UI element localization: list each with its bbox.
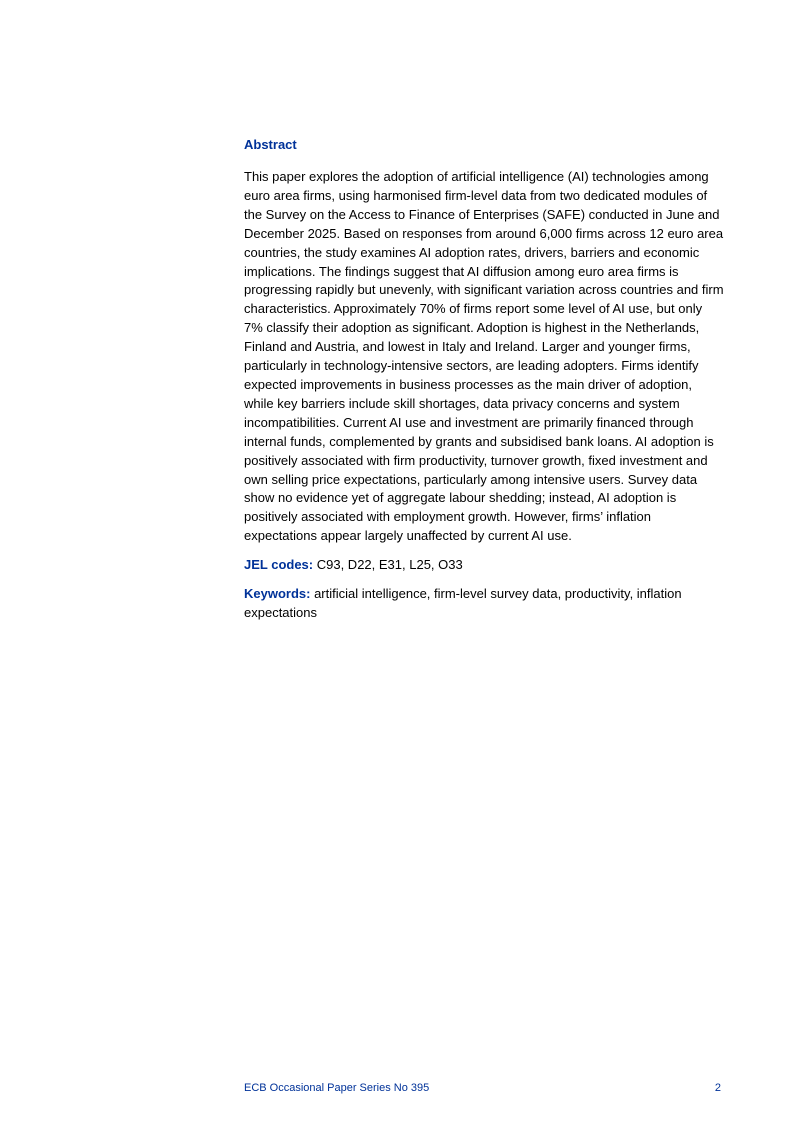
footer-series-title: ECB Occasional Paper Series No 395: [244, 1082, 430, 1094]
abstract-heading: Abstract: [244, 137, 297, 152]
footer-page-number: 2: [714, 1082, 721, 1094]
jel-codes: [244, 556, 724, 575]
jel-codes-value: C93, D22, E31, L25, O33: [313, 557, 463, 573]
keywords: [244, 585, 724, 623]
keywords-value: artificial intelligence, firm-level survey data, productivity, inflation expectations: [244, 586, 682, 620]
keywords-label: Keywords:: [244, 586, 311, 602]
abstract-body: This paper explores the adoption of artificial intelligence (AI) technologies among euro area firms, using harmonised firm-level data from two dedicated modules of the Survey on the Access to Finance of Enterprises (SAFE) conducted in June and December 2025. Based on responses from around 6,000 firms across 12 euro area countries, the study examines AI adoption rates, drivers, barriers and economic implications. The findings suggest that AI diffusion among euro area firms is progressing rapidly but unevenly, with significant variation across countries and firm characteristics. Approximately 70% of firms report some level of AI use, but only 7% classify their adoption as significant. Adoption is highest in the Netherlands, Finland and Austria, and lowest in Italy and Ireland. Larger and younger firms, particularly in technology-intensive sectors, are leading adopters. Firms identify expected improvements in business processes as the main driver of adoption, while key barriers include skill shortages, data privacy concerns and system incompatibilities. Current AI use and investment are primarily financed through internal funds, complemented by grants and subsidised bank loans. AI adoption is positively associated with firm productivity, turnover growth, fixed investment and own selling price expectations, particularly among intensive users. Survey data show no evidence yet of aggregate labour shedding; instead, AI adoption is positively associated with employment growth. However, firms’ inflation expectations appear largely unaffected by current AI use.: [244, 169, 724, 544]
jel-codes-label: JEL codes:: [244, 557, 314, 573]
abstract-section: [244, 136, 724, 623]
